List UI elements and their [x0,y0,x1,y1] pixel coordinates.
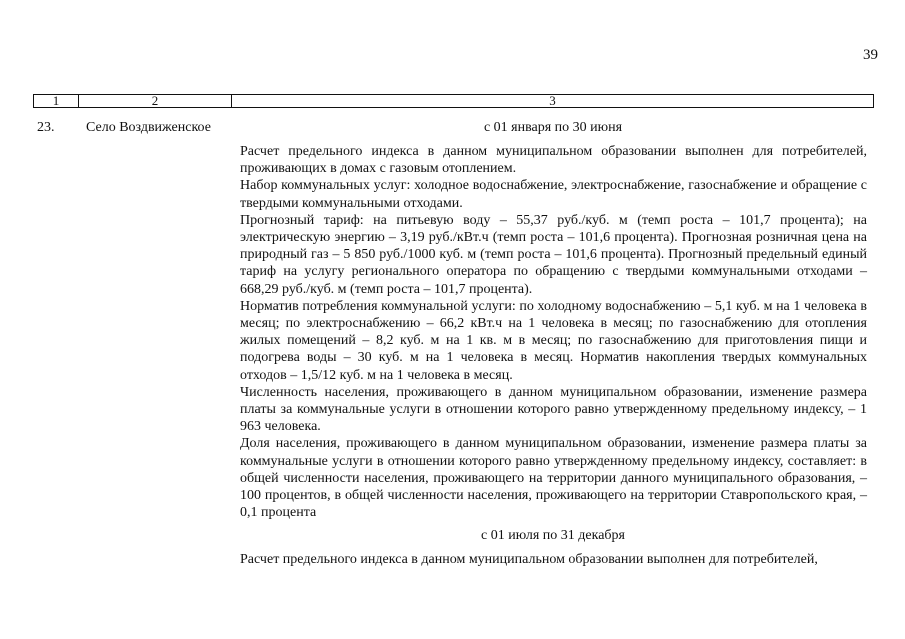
municipality-name: Село Воздвиженское [86,120,211,135]
period-title-second-half: с 01 июля по 31 декабря [481,528,625,543]
paragraph-calculation-basis: Расчет предельного индекса в данном муниципальном образовании выполнен для потребителей, проживающих в домах с газовым отоплением. [240,144,867,177]
page-number: 39 [863,47,878,63]
period-content-second-half [240,551,867,568]
period-content-first-half [240,143,867,521]
paragraph-utility-set: Набор коммунальных услуг: холодное водоснабжение, электроснабжение, газоснабжение и обращение с твердыми коммунальными отходами. [240,178,867,211]
paragraph-population-share: Доля населения, проживающего в данном муниципальном образовании, изменение размера платы за коммунальные услуги в отношении которого равно утвержденному предельному индексу, составляет: в общей численности населения, проживающего на территории данного муниципального образования, – 100 процентов, в общей численности населения, проживающего на территории Ставропольского края, – 0,1 процента [240,436,867,521]
paragraph-calculation-basis-2: Расчет предельного индекса в данном муниципальном образовании выполнен для потребителей, [240,552,818,567]
paragraph-consumption-norm: Норматив потребления коммунальной услуги: по холодному водоснабжению – 5,1 куб. м на 1 человека в месяц; по электроснабжению – 66,2 кВт.ч на 1 человека в месяц; по газоснабжению для отопления жилых помещений – 8,2 куб. м на 1 кв. м в месяц; по газоснабжению для приготовления пищи и подогрева воды – 30 куб. м на 1 человека в месяц. Норматив накопления твердых коммунальных отходов – 1,5/12 куб. м на 1 человека в месяц. [240,298,867,383]
table-header-row [33,94,874,108]
row-number: 23. [37,120,55,135]
paragraph-population-count: Численность населения, проживающего в данном муниципальном образовании, изменение размера платы за коммунальные услуги в отношении которого равно утвержденному предельному индексу, – 1 963 человека. [240,384,867,435]
table-header-col-2: 2 [79,95,232,107]
table-header-col-1: 1 [34,95,79,107]
period-title-first-half: с 01 января по 30 июня [483,120,623,135]
paragraph-forecast-tariff: Прогнозный тариф: на питьевую воду – 55,37 руб./куб. м (темп роста – 101,7 процента); на электрическую энергию – 3,19 руб./кВт.ч (темп роста – 101,6 процента). Прогнозная розничная цена на природный газ – 5 850 руб./1000 куб. м (темп роста – 101,6 процента). Прогнозный предельный единый тариф на услугу регионального оператора по обращению с твердыми коммунальными отходами – 668,29 руб./куб. м (темп роста – 101,7 процента). [240,212,867,297]
table-header-col-3: 3 [549,93,556,108]
